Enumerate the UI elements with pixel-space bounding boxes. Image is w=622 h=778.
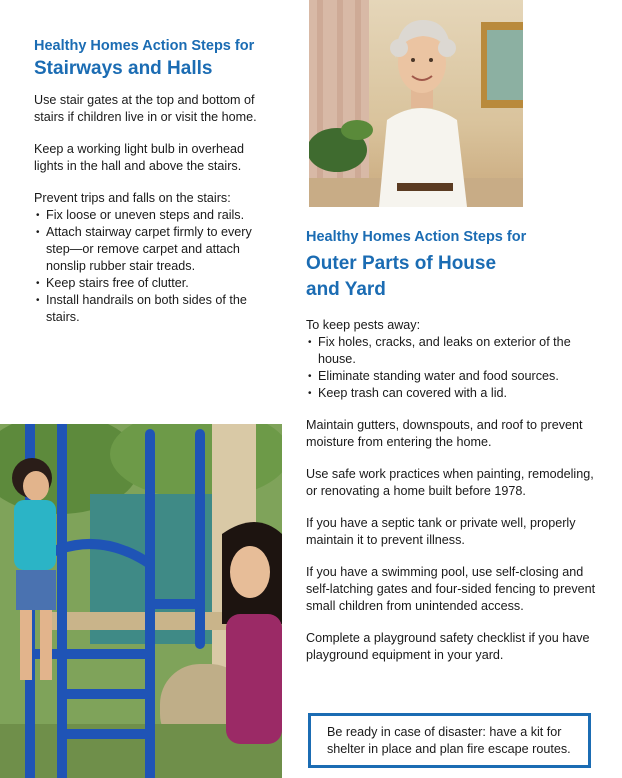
list-item: • Fix loose or uneven steps and rails. <box>34 207 274 224</box>
stairways-list-intro: Prevent trips and falls on the stairs: <box>34 191 231 205</box>
elderly-woman-illustration <box>309 0 523 207</box>
playground-illustration <box>0 424 282 778</box>
outer-section <box>306 229 598 664</box>
outer-para-playground: Complete a playground safety checklist if you have playground equipment in your yard. <box>306 631 590 662</box>
list-item: • Keep stairs free of clutter. <box>34 275 274 292</box>
list-item: • Keep trash can covered with a lid. <box>306 385 598 402</box>
list-item: • Eliminate standing water and food sources. <box>306 368 598 385</box>
outer-title-line2: and Yard <box>306 279 386 300</box>
stairways-para-lights: Keep a working light bulb in overhead lights in the hall and above the stairs. <box>34 142 245 173</box>
disaster-callout-box <box>308 713 591 768</box>
outer-list-intro: To keep pests away: <box>306 318 421 332</box>
callout-text: Be ready in case of disaster: have a kit for shelter in place and plan fire escape routes. <box>327 725 571 756</box>
outer-title-line1: Outer Parts of House <box>306 253 497 274</box>
outer-para-gutters: Maintain gutters, downspouts, and roof to prevent moisture from entering the home. <box>306 418 583 449</box>
stairways-kicker: Healthy Homes Action Steps for <box>34 38 255 54</box>
stairways-title: Stairways and Halls <box>34 58 213 79</box>
outer-kicker: Healthy Homes Action Steps for <box>306 229 527 245</box>
list-item: • Fix holes, cracks, and leaks on exterior of the house. <box>306 334 598 368</box>
outer-para-septic: If you have a septic tank or private well, properly maintain it to prevent illness. <box>306 516 576 547</box>
outer-list <box>306 334 598 402</box>
playground-photo <box>0 424 282 778</box>
stairways-para-gates: Use stair gates at the top and bottom of stairs if children live in or visit the home. <box>34 93 257 124</box>
stairways-list <box>34 207 274 326</box>
stairways-section <box>34 38 274 326</box>
outer-para-pool: If you have a swimming pool, use self-closing and self-latching gates and four-sided fencing to prevent small children from unintended access. <box>306 565 596 613</box>
outer-para-work-practices: Use safe work practices when painting, remodeling, or renovating a home built before 1978. <box>306 467 594 498</box>
list-item: • Attach stairway carpet firmly to every step—or remove carpet and attach nonslip rubber stair treads. <box>34 224 274 275</box>
elderly-woman-photo <box>309 0 523 207</box>
list-item: • Install handrails on both sides of the stairs. <box>34 292 274 326</box>
